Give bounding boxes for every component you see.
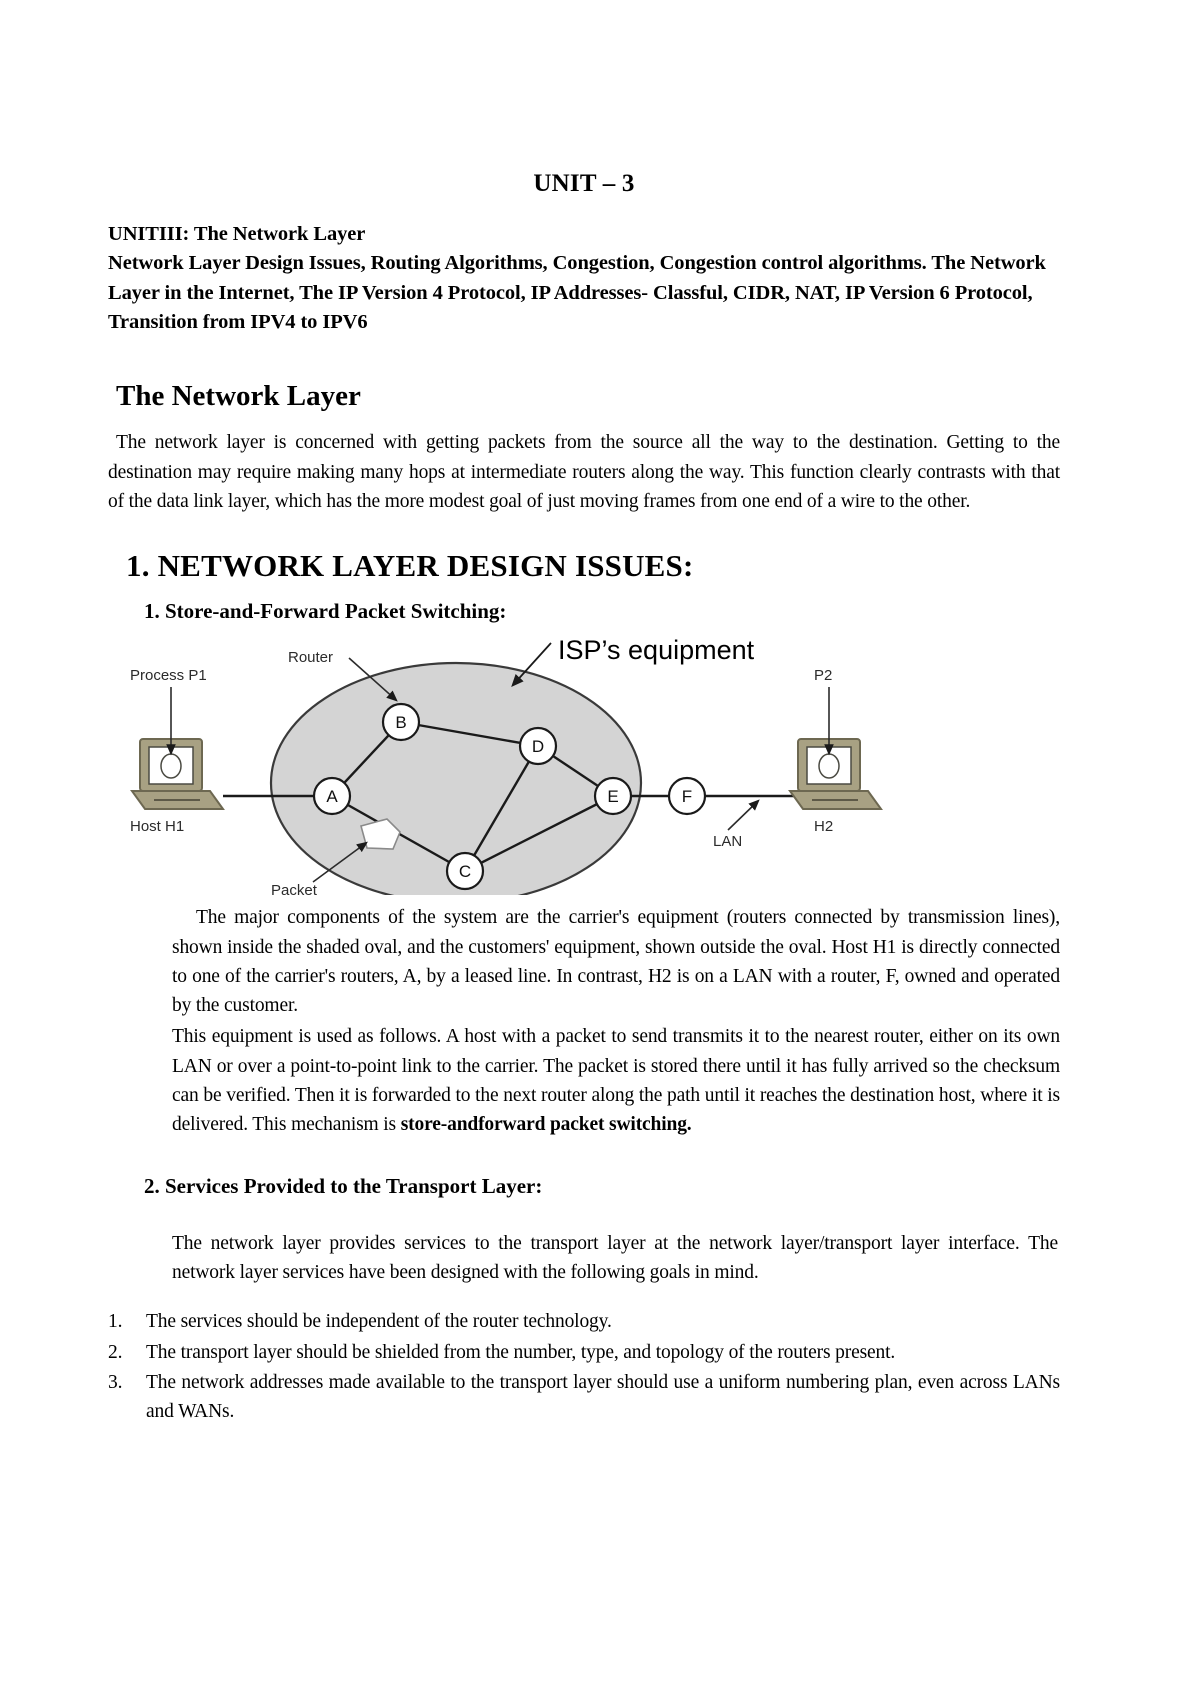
- router-node-c: [447, 853, 483, 889]
- page-content: [108, 170, 1060, 1427]
- paragraph-services-intro: The network layer provides services to the transport layer at the network layer/transport layer interface. The network layer services have been designed with the following goals in mind.: [172, 1232, 1058, 1284]
- packet-label: Packet: [271, 882, 317, 896]
- figure-store-and-forward-diagram: [108, 633, 1060, 896]
- list-item: [108, 1338, 1060, 1367]
- host-h1-computer-icon: [132, 739, 223, 809]
- lan-label: LAN: [713, 833, 743, 851]
- router-node-c-label: C: [458, 862, 472, 882]
- list-item-number: 3.: [108, 1371, 123, 1393]
- router-node-b: [383, 704, 419, 740]
- process-p1-label: Process P1: [130, 667, 207, 685]
- paragraph-equipment-usage-text: This equipment is used as follows. A host with a packet to send transmits it to the nearest router, either on its own LAN or over a point-to-point link to the carrier. The packet is stored there until it has fully arrived so the checksum can be verified. Then it is forwarded to the next router along the path until it reaches the destination host, where it is delivered. This mechanism is: [172, 1026, 1060, 1136]
- p2-label: P2: [814, 667, 833, 685]
- list-item-text: The services should be independent of the router technology.: [146, 1311, 612, 1333]
- router-label: Router: [288, 649, 334, 667]
- term-store-part2: andforward packet switching.: [447, 1114, 692, 1136]
- list-item-text: The transport layer should be shielded from the number, type, and topology of the routers present.: [146, 1341, 896, 1363]
- goals-list: [108, 1307, 1060, 1426]
- router-node-a: [314, 778, 350, 814]
- host-h1-label: Host H1: [130, 818, 185, 836]
- syllabus-topics: Network Layer Design Issues, Routing Algorithms, Congestion, Congestion control algorithms. The Network Layer in the Internet, The IP Version 4 Protocol, IP Addresses- Classful, CIDR, NAT, IP Version 6 Protocol, Transition from IPV4 to IPV6: [108, 252, 1046, 333]
- syllabus-unit-line: UNITIII: The Network Layer: [108, 223, 366, 245]
- router-node-a-label: A: [326, 787, 338, 807]
- heading-services-provided: 2. Services Provided to the Transport Layer:: [144, 1174, 543, 1199]
- paragraph-equipment-usage: [172, 1022, 1060, 1139]
- h2-label: H2: [814, 818, 834, 836]
- isp-equipment-label: ISP’s equipment: [558, 635, 755, 666]
- term-store-part1: store-: [400, 1114, 448, 1136]
- router-node-b-label: B: [395, 713, 407, 733]
- store-and-forward-paragraphs: [172, 903, 1060, 1139]
- list-item: [108, 1368, 1060, 1427]
- heading-network-layer-design-issues: 1. NETWORK LAYER DESIGN ISSUES:: [126, 547, 694, 583]
- router-node-f: [669, 778, 705, 814]
- list-item-number: 1.: [108, 1311, 123, 1333]
- paragraph-major-components: The major components of the system are the carrier's equipment (routers connected by transmission lines), shown inside the shaded oval, and the customers' equipment, shown outside the oval. Host H1 is directly connected to one of the carrier's routers, A, by a leased line. In contrast, H2 is on a LAN with a router, F, owned and operated by the customer.: [172, 907, 1060, 1017]
- heading-the-network-layer: The Network Layer: [116, 380, 361, 413]
- router-node-f-label: F: [681, 787, 693, 807]
- router-node-d-label: D: [531, 737, 545, 757]
- router-node-e: [595, 778, 631, 814]
- page-title: UNIT – 3: [533, 170, 635, 197]
- router-node-d: [520, 728, 556, 764]
- heading-store-and-forward: 1. Store-and-Forward Packet Switching:: [144, 599, 507, 624]
- list-item-number: 2.: [108, 1341, 123, 1363]
- lan-leader-line: [728, 801, 758, 830]
- router-node-e-label: E: [607, 787, 619, 807]
- host-h2-computer-icon: [790, 739, 881, 809]
- list-item-text: The network addresses made available to the transport layer should use a uniform numbering plan, even across LANs and WANs.: [146, 1371, 1060, 1423]
- syllabus-block: [108, 220, 1060, 337]
- list-item: [108, 1307, 1060, 1336]
- paragraph-network-layer-intro: The network layer is concerned with getting packets from the source all the way to the destination. Getting to the destination may require making many hops at intermediate routers along the way. This function clearly contrasts with that of the data link layer, which has the more modest goal of just moving frames from one end of a wire to the other.: [108, 432, 1060, 513]
- network-diagram-svg: [108, 633, 1060, 895]
